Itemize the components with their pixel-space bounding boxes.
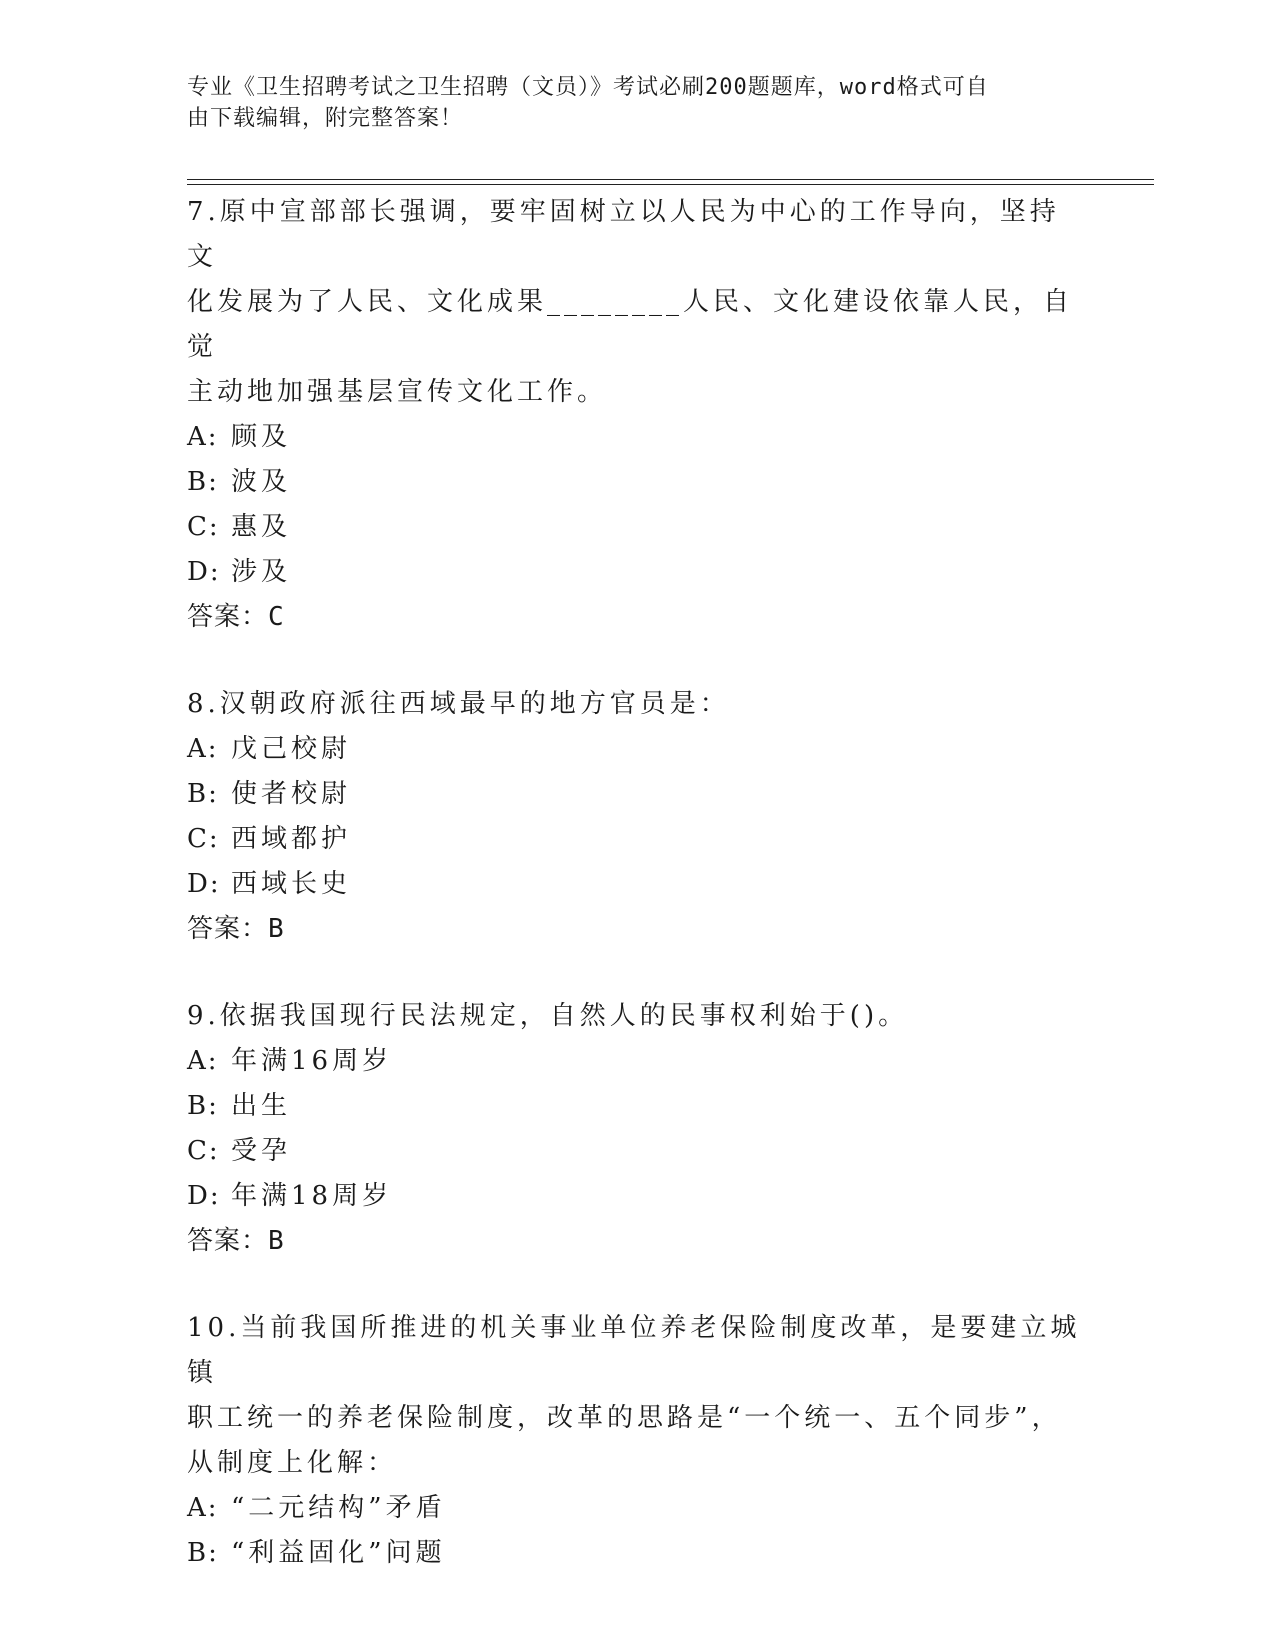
- question-stem: [187, 1306, 1087, 1486]
- question-list: [187, 190, 1087, 1618]
- option-text: 涉及: [231, 557, 292, 587]
- header-divider: [187, 179, 1154, 180]
- option-key: C:: [187, 512, 220, 542]
- question-item: [187, 682, 1087, 952]
- option-key: A:: [187, 734, 219, 764]
- option-text: 顾及: [231, 422, 292, 452]
- answer-line: 答案：B: [187, 1226, 285, 1256]
- stem-line: 8.汉朝政府派往西域最早的地方官员是：: [187, 689, 730, 719]
- option-key: A:: [187, 1046, 219, 1076]
- option-c: [187, 1129, 1087, 1174]
- option-text: “二元结构”矛盾: [231, 1493, 446, 1523]
- option-d: [187, 862, 1087, 907]
- answer-line: 答案：C: [187, 602, 285, 632]
- option-d: [187, 550, 1087, 595]
- option-c: [187, 817, 1087, 862]
- question-item: [187, 1306, 1087, 1576]
- option-a: [187, 1486, 1087, 1531]
- option-d: [187, 1174, 1087, 1219]
- option-text: 出生: [231, 1091, 292, 1121]
- question-stem: [187, 682, 1087, 727]
- option-key: A:: [187, 1493, 219, 1523]
- header-divider: [187, 184, 1154, 185]
- option-text: 惠及: [231, 512, 292, 542]
- option-b: [187, 772, 1087, 817]
- stem-line: 化发展为了人民、文化成果________人民、文化建设依靠人民，自觉: [187, 287, 1074, 362]
- option-key: D:: [187, 1181, 221, 1211]
- question-stem: [187, 190, 1087, 415]
- option-text: “利益固化”问题: [231, 1538, 446, 1568]
- option-key: D:: [187, 869, 221, 899]
- option-a: [187, 415, 1087, 460]
- answer-line: 答案：B: [187, 914, 285, 944]
- option-a: [187, 727, 1087, 772]
- option-text: 波及: [231, 467, 292, 497]
- option-b: [187, 1084, 1087, 1129]
- option-text: 年满18周岁: [231, 1181, 393, 1211]
- option-text: 受孕: [231, 1136, 292, 1166]
- option-key: B:: [187, 1091, 219, 1121]
- option-text: 使者校尉: [231, 779, 352, 809]
- option-text: 西域都护: [231, 824, 352, 854]
- option-b: [187, 460, 1087, 505]
- option-a: [187, 1039, 1087, 1084]
- question-item: [187, 994, 1087, 1264]
- option-key: C:: [187, 1136, 220, 1166]
- option-text: 年满16周岁: [231, 1046, 393, 1076]
- option-key: D:: [187, 557, 221, 587]
- option-key: B:: [187, 1538, 219, 1568]
- option-c: [187, 505, 1087, 550]
- option-key: C:: [187, 824, 220, 854]
- header-line: 专业《卫生招聘考试之卫生招聘（文员）》考试必刷200题题库，word格式可自: [187, 75, 989, 100]
- document-header: [187, 72, 1067, 134]
- stem-line: 7.原中宣部部长强调，要牢固树立以人民为中心的工作导向，坚持文: [187, 197, 1060, 272]
- option-text: 西域长史: [231, 869, 352, 899]
- question-stem: [187, 994, 1087, 1039]
- stem-line: 职工统一的养老保险制度，改革的思路是“一个统一、五个同步”，: [187, 1403, 1062, 1433]
- stem-line: 主动地加强基层宣传文化工作。: [187, 377, 608, 407]
- stem-line: 9.依据我国现行民法规定，自然人的民事权利始于()。: [187, 1001, 909, 1031]
- option-key: B:: [187, 779, 219, 809]
- option-key: A:: [187, 422, 219, 452]
- option-key: B:: [187, 467, 219, 497]
- question-item: [187, 190, 1087, 640]
- option-b: [187, 1531, 1087, 1576]
- stem-line: 10.当前我国所推进的机关事业单位养老保险制度改革，是要建立城镇: [187, 1313, 1081, 1388]
- option-text: 戊己校尉: [231, 734, 352, 764]
- stem-line: 从制度上化解：: [187, 1448, 398, 1478]
- header-line: 由下载编辑，附完整答案！: [187, 106, 464, 131]
